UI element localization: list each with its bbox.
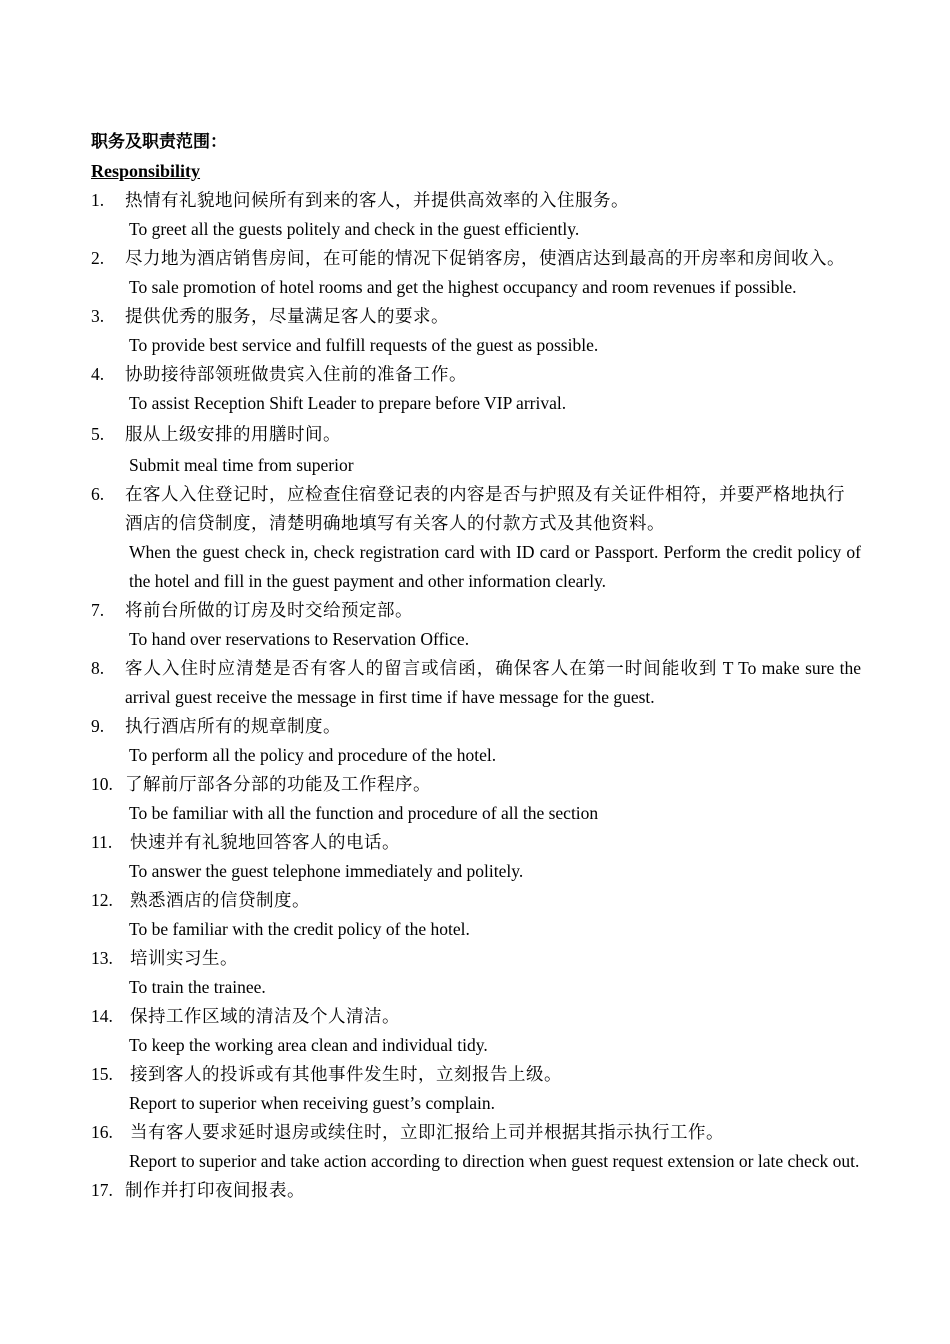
item-number: 8. xyxy=(91,658,105,678)
list-item xyxy=(91,886,861,944)
item-number: 4. xyxy=(91,364,105,384)
item-text-cn: 保持工作区域的清洁及个人清洁。 xyxy=(130,1006,400,1026)
list-item xyxy=(91,1002,861,1060)
item-number: 7. xyxy=(91,600,105,620)
list-item xyxy=(91,654,861,712)
item-text-cn: 将前台所做的订房及时交给预定部。 xyxy=(125,600,413,620)
item-number: 5. xyxy=(91,424,105,444)
list-item xyxy=(91,944,861,1002)
list-item xyxy=(91,186,861,244)
item-text-cn: 执行酒店所有的规章制度。 xyxy=(125,716,341,736)
item-number: 9. xyxy=(91,716,105,736)
item-text-en: To be familiar with all the function and procedure of all the section xyxy=(129,803,599,823)
item-number: 17. xyxy=(91,1180,113,1200)
item-text-en: To greet all the guests politely and check in the guest efficiently. xyxy=(129,219,580,239)
list-item xyxy=(91,244,861,302)
item-text-en: Submit meal time from superior xyxy=(129,455,354,475)
item-text-cn: 客人入住时应清楚是否有客人的留言或信函，确保客人在第一时间能收到 T To make sure the arrival guest receive the message in first time if have message for the guest. xyxy=(125,658,861,707)
item-text-en: Report to superior and take action according to direction when guest request extension or late check out. xyxy=(129,1151,860,1171)
item-number: 13. xyxy=(91,948,113,968)
list-item xyxy=(91,1118,861,1176)
item-text-cn: 服从上级安排的用膳时间。 xyxy=(125,424,341,444)
item-text-cn: 快速并有礼貌地回答客人的电话。 xyxy=(130,832,400,852)
list-item xyxy=(91,420,861,480)
item-text-en: To be familiar with the credit policy of the hotel. xyxy=(129,919,470,939)
item-text-cn: 提供优秀的服务，尽量满足客人的要求。 xyxy=(125,306,449,326)
item-text-cn: 培训实习生。 xyxy=(130,948,238,968)
item-text-cn: 尽力地为酒店销售房间，在可能的情况下促销客房，使酒店达到最高的开房率和房间收入。 xyxy=(125,248,845,268)
item-number: 1. xyxy=(91,190,105,210)
item-text-cn: 熟悉酒店的信贷制度。 xyxy=(130,890,310,910)
item-text-en: To provide best service and fulfill requests of the guest as possible. xyxy=(129,335,599,355)
section-title-en: Responsibility xyxy=(91,161,201,181)
section-title-cn: 职务及职责范围： xyxy=(91,132,227,151)
item-number: 12. xyxy=(91,890,113,910)
item-number: 16. xyxy=(91,1122,113,1142)
item-text-en: To sale promotion of hotel rooms and get the highest occupancy and room revenues if possible. xyxy=(129,277,797,297)
item-text-cn: 在客人入住登记时，应检查住宿登记表的内容是否与护照及有关证件相符，并要严格地执行酒店的信贷制度，清楚明确地填写有关客人的付款方式及其他资料。 xyxy=(125,484,845,533)
item-number: 6. xyxy=(91,484,105,504)
item-text-en: To answer the guest telephone immediately and politely. xyxy=(129,861,524,881)
item-text-cn: 协助接待部领班做贵宾入住前的准备工作。 xyxy=(125,364,467,384)
list-item xyxy=(91,828,861,886)
list-item xyxy=(91,1176,861,1205)
item-text-en: To keep the working area clean and individual tidy. xyxy=(129,1035,488,1055)
list-item xyxy=(91,770,861,828)
item-text-en: Report to superior when receiving guest’s complain. xyxy=(129,1093,495,1113)
list-item xyxy=(91,302,861,360)
item-text-en: To hand over reservations to Reservation Office. xyxy=(129,629,470,649)
item-text-cn: 接到客人的投诉或有其他事件发生时，立刻报告上级。 xyxy=(130,1064,562,1084)
list-item xyxy=(91,596,861,654)
document-page xyxy=(91,128,861,1205)
item-text-en: To assist Reception Shift Leader to prepare before VIP arrival. xyxy=(129,393,567,413)
item-text-cn: 热情有礼貌地问候所有到来的客人，并提供高效率的入住服务。 xyxy=(125,190,629,210)
item-text-cn: 制作并打印夜间报表。 xyxy=(125,1180,305,1200)
item-text-en: To perform all the policy and procedure of the hotel. xyxy=(129,745,497,765)
item-number: 2. xyxy=(91,248,105,268)
list-item xyxy=(91,360,861,418)
list-item xyxy=(91,712,861,770)
item-number: 15. xyxy=(91,1064,113,1084)
list-item xyxy=(91,1060,861,1118)
list-item xyxy=(91,480,861,596)
item-text-cn: 了解前厅部各分部的功能及工作程序。 xyxy=(125,774,431,794)
item-text-en: To train the trainee. xyxy=(129,977,266,997)
item-number: 3. xyxy=(91,306,105,326)
item-text-en: When the guest check in, check registration card with ID card or Passport. Perform the credit policy of the hotel and fill in the guest payment and other information clearly. xyxy=(129,542,861,591)
item-number: 14. xyxy=(91,1006,113,1026)
item-number: 10. xyxy=(91,774,113,794)
item-text-cn: 当有客人要求延时退房或续住时，立即汇报给上司并根据其指示执行工作。 xyxy=(130,1122,724,1142)
item-number: 11. xyxy=(91,832,113,852)
